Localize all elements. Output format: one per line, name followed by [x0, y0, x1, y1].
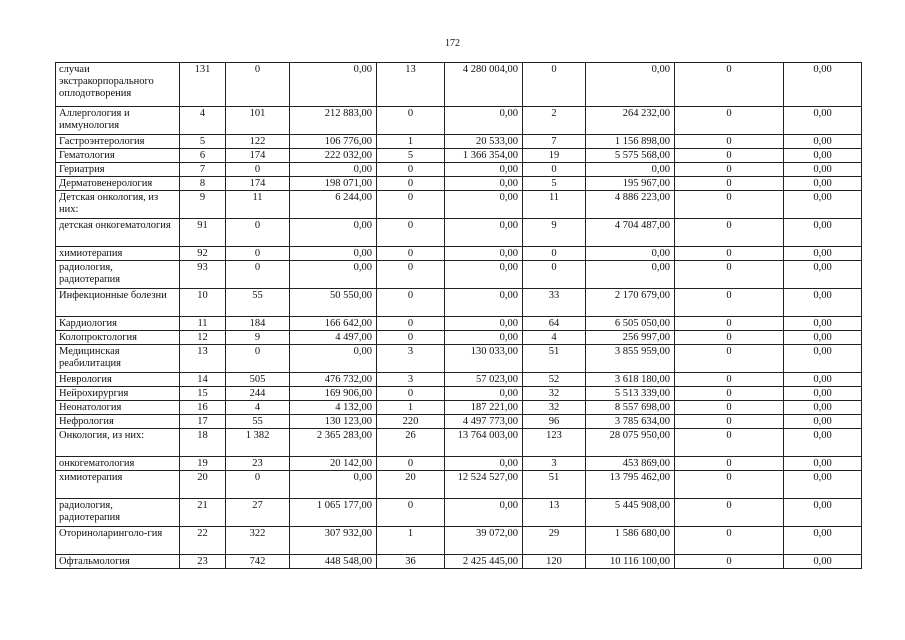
- table-cell-count-a: 23: [226, 457, 290, 471]
- table-cell-sum-c: 6 505 050,00: [586, 317, 675, 331]
- table-cell-row-code: 131: [180, 63, 226, 107]
- table-cell-sum-c: 0,00: [586, 261, 675, 289]
- table-cell-count-a: 27: [226, 499, 290, 527]
- table-cell-count-a: 322: [226, 527, 290, 555]
- table-cell-count-a: 184: [226, 317, 290, 331]
- table-cell-sum-c: 3 618 180,00: [586, 373, 675, 387]
- table-row: [56, 471, 862, 499]
- table-cell-count-c: 64: [523, 317, 586, 331]
- table-row: [56, 149, 862, 163]
- table-cell-count-d: 0: [675, 387, 784, 401]
- table-cell-count-b: 36: [377, 555, 445, 569]
- table-cell-sum-d: 0,00: [784, 457, 862, 471]
- table-cell-count-c: 2: [523, 107, 586, 135]
- table-cell-row-code: 91: [180, 219, 226, 247]
- table-cell-sum-d: 0,00: [784, 191, 862, 219]
- table-cell-count-c: 29: [523, 527, 586, 555]
- table-cell-sum-a: 130 123,00: [290, 415, 377, 429]
- table-cell-sum-c: 5 445 908,00: [586, 499, 675, 527]
- table-cell-row-name: радиология, радиотерапия: [56, 499, 180, 527]
- table-cell-count-b: 0: [377, 247, 445, 261]
- table-cell-sum-a: 307 932,00: [290, 527, 377, 555]
- table-cell-count-b: 0: [377, 499, 445, 527]
- table-cell-sum-b: 0,00: [445, 331, 523, 345]
- table-cell-sum-a: 166 642,00: [290, 317, 377, 331]
- table-cell-count-a: 1 382: [226, 429, 290, 457]
- table-row: [56, 457, 862, 471]
- table-cell-count-a: 0: [226, 345, 290, 373]
- table-cell-sum-b: 0,00: [445, 163, 523, 177]
- table-cell-row-code: 16: [180, 401, 226, 415]
- table-cell-count-c: 5: [523, 177, 586, 191]
- table-cell-count-a: 0: [226, 219, 290, 247]
- table-cell-row-name: Дерматовенерология: [56, 177, 180, 191]
- table-cell-sum-c: 0,00: [586, 163, 675, 177]
- table-cell-sum-c: 28 075 950,00: [586, 429, 675, 457]
- table-cell-sum-a: 0,00: [290, 163, 377, 177]
- table-cell-sum-b: 130 033,00: [445, 345, 523, 373]
- table-cell-count-a: 9: [226, 331, 290, 345]
- table-cell-sum-a: 0,00: [290, 345, 377, 373]
- table-cell-count-b: 0: [377, 457, 445, 471]
- table-cell-sum-c: 1 156 898,00: [586, 135, 675, 149]
- table-cell-row-code: 22: [180, 527, 226, 555]
- table-cell-count-b: 0: [377, 107, 445, 135]
- table-cell-sum-b: 4 280 004,00: [445, 63, 523, 107]
- table-cell-sum-b: 0,00: [445, 107, 523, 135]
- table-cell-count-d: 0: [675, 373, 784, 387]
- table-cell-count-c: 51: [523, 471, 586, 499]
- table-cell-sum-d: 0,00: [784, 289, 862, 317]
- table-cell-count-b: 0: [377, 191, 445, 219]
- table-cell-sum-a: 4 132,00: [290, 401, 377, 415]
- table-cell-sum-d: 0,00: [784, 247, 862, 261]
- table-cell-count-a: 174: [226, 149, 290, 163]
- table-cell-sum-b: 0,00: [445, 219, 523, 247]
- table-cell-sum-b: 0,00: [445, 261, 523, 289]
- table-cell-count-b: 220: [377, 415, 445, 429]
- table-cell-row-name: детская онкогематология: [56, 219, 180, 247]
- table-cell-count-b: 0: [377, 163, 445, 177]
- table-cell-count-c: 120: [523, 555, 586, 569]
- table-cell-sum-b: 0,00: [445, 457, 523, 471]
- table-cell-sum-a: 0,00: [290, 261, 377, 289]
- table-cell-sum-a: 4 497,00: [290, 331, 377, 345]
- table-cell-row-code: 5: [180, 135, 226, 149]
- table-row: [56, 331, 862, 345]
- table-cell-count-b: 0: [377, 261, 445, 289]
- table-cell-row-code: 14: [180, 373, 226, 387]
- table-cell-sum-d: 0,00: [784, 555, 862, 569]
- table-cell-sum-a: 2 365 283,00: [290, 429, 377, 457]
- table-cell-count-d: 0: [675, 457, 784, 471]
- table-cell-sum-d: 0,00: [784, 373, 862, 387]
- table-cell-count-b: 0: [377, 331, 445, 345]
- table-row: [56, 289, 862, 317]
- table-cell-row-name: Кардиология: [56, 317, 180, 331]
- table-cell-row-code: 92: [180, 247, 226, 261]
- table-cell-row-name: Оториноларинголо-гия: [56, 527, 180, 555]
- table-cell-sum-d: 0,00: [784, 527, 862, 555]
- table-row: [56, 429, 862, 457]
- table-cell-sum-b: 39 072,00: [445, 527, 523, 555]
- table-cell-count-b: 1: [377, 401, 445, 415]
- table-cell-sum-a: 1 065 177,00: [290, 499, 377, 527]
- table-row: [56, 177, 862, 191]
- table-cell-sum-a: 0,00: [290, 63, 377, 107]
- table-cell-sum-c: 256 997,00: [586, 331, 675, 345]
- table-row: [56, 527, 862, 555]
- table-cell-count-b: 26: [377, 429, 445, 457]
- table-cell-count-c: 123: [523, 429, 586, 457]
- table-cell-sum-a: 448 548,00: [290, 555, 377, 569]
- table-cell-count-d: 0: [675, 135, 784, 149]
- table-cell-count-d: 0: [675, 219, 784, 247]
- table-cell-sum-b: 0,00: [445, 387, 523, 401]
- table-cell-sum-b: 0,00: [445, 191, 523, 219]
- data-table: [55, 62, 862, 569]
- table-cell-sum-d: 0,00: [784, 429, 862, 457]
- table-cell-sum-b: 12 524 527,00: [445, 471, 523, 499]
- table-cell-count-d: 0: [675, 191, 784, 219]
- table-cell-sum-d: 0,00: [784, 401, 862, 415]
- table-row: [56, 317, 862, 331]
- table-cell-count-b: 5: [377, 149, 445, 163]
- table-cell-count-d: 0: [675, 471, 784, 499]
- table-cell-count-d: 0: [675, 345, 784, 373]
- table-cell-count-b: 0: [377, 317, 445, 331]
- table-cell-sum-c: 453 869,00: [586, 457, 675, 471]
- table-cell-count-c: 32: [523, 387, 586, 401]
- table-cell-count-d: 0: [675, 107, 784, 135]
- table-cell-row-code: 6: [180, 149, 226, 163]
- table-cell-count-a: 0: [226, 247, 290, 261]
- table-cell-count-a: 101: [226, 107, 290, 135]
- table-cell-count-d: 0: [675, 149, 784, 163]
- table-cell-row-name: Неврология: [56, 373, 180, 387]
- table-cell-count-a: 4: [226, 401, 290, 415]
- table-cell-row-code: 10: [180, 289, 226, 317]
- table-row: [56, 191, 862, 219]
- table-cell-count-a: 55: [226, 415, 290, 429]
- page-number: 172: [445, 38, 460, 49]
- table-cell-sum-a: 106 776,00: [290, 135, 377, 149]
- table-cell-sum-a: 0,00: [290, 471, 377, 499]
- table-cell-sum-d: 0,00: [784, 177, 862, 191]
- table-cell-count-b: 0: [377, 387, 445, 401]
- table-cell-count-d: 0: [675, 289, 784, 317]
- table-cell-row-name: Медицинская реабилитация: [56, 345, 180, 373]
- table-cell-sum-d: 0,00: [784, 163, 862, 177]
- table-cell-sum-c: 10 116 100,00: [586, 555, 675, 569]
- table-cell-row-code: 19: [180, 457, 226, 471]
- table-cell-count-d: 0: [675, 527, 784, 555]
- table-cell-sum-d: 0,00: [784, 345, 862, 373]
- table-cell-row-name: Онкология, из них:: [56, 429, 180, 457]
- table-row: [56, 135, 862, 149]
- table-row: [56, 415, 862, 429]
- table-row: [56, 247, 862, 261]
- table-cell-sum-b: 57 023,00: [445, 373, 523, 387]
- table-cell-row-code: 11: [180, 317, 226, 331]
- table-cell-row-code: 15: [180, 387, 226, 401]
- table-row: [56, 107, 862, 135]
- table-cell-row-code: 12: [180, 331, 226, 345]
- table-cell-sum-a: 0,00: [290, 219, 377, 247]
- table-cell-sum-c: 195 967,00: [586, 177, 675, 191]
- table-cell-sum-a: 169 906,00: [290, 387, 377, 401]
- table-cell-sum-d: 0,00: [784, 331, 862, 345]
- table-cell-sum-c: 8 557 698,00: [586, 401, 675, 415]
- table-cell-sum-b: 13 764 003,00: [445, 429, 523, 457]
- table-cell-row-code: 4: [180, 107, 226, 135]
- table-cell-sum-d: 0,00: [784, 135, 862, 149]
- table-cell-row-name: радиология, радиотерапия: [56, 261, 180, 289]
- table-cell-count-d: 0: [675, 429, 784, 457]
- table-cell-count-b: 13: [377, 63, 445, 107]
- table-cell-row-code: 17: [180, 415, 226, 429]
- table-cell-sum-c: 4 886 223,00: [586, 191, 675, 219]
- table-cell-sum-c: 3 855 959,00: [586, 345, 675, 373]
- table-cell-row-name: химиотерапия: [56, 471, 180, 499]
- table-cell-row-code: 23: [180, 555, 226, 569]
- table-cell-count-c: 13: [523, 499, 586, 527]
- table-cell-row-code: 9: [180, 191, 226, 219]
- table-cell-sum-d: 0,00: [784, 317, 862, 331]
- table-cell-sum-c: 5 575 568,00: [586, 149, 675, 163]
- table-cell-count-c: 33: [523, 289, 586, 317]
- table-cell-count-d: 0: [675, 401, 784, 415]
- table-cell-row-name: Аллергология и иммунология: [56, 107, 180, 135]
- table-cell-sum-c: 13 795 462,00: [586, 471, 675, 499]
- table-cell-sum-c: 264 232,00: [586, 107, 675, 135]
- table-row: [56, 63, 862, 107]
- table-cell-count-b: 20: [377, 471, 445, 499]
- table-cell-sum-a: 20 142,00: [290, 457, 377, 471]
- table-cell-count-d: 0: [675, 163, 784, 177]
- table-cell-sum-b: 0,00: [445, 317, 523, 331]
- table-cell-row-code: 21: [180, 499, 226, 527]
- table-row: [56, 373, 862, 387]
- table-cell-sum-b: 4 497 773,00: [445, 415, 523, 429]
- table-cell-count-b: 1: [377, 135, 445, 149]
- table-cell-count-d: 0: [675, 415, 784, 429]
- table-row: [56, 219, 862, 247]
- table-cell-sum-d: 0,00: [784, 387, 862, 401]
- table-cell-count-c: 0: [523, 163, 586, 177]
- table-cell-row-name: Неонатология: [56, 401, 180, 415]
- table-row: [56, 163, 862, 177]
- table-cell-row-name: Гематология: [56, 149, 180, 163]
- table-cell-sum-d: 0,00: [784, 471, 862, 499]
- table-cell-row-code: 20: [180, 471, 226, 499]
- table-cell-count-a: 174: [226, 177, 290, 191]
- table-cell-count-c: 7: [523, 135, 586, 149]
- table-cell-count-c: 11: [523, 191, 586, 219]
- table-cell-count-b: 0: [377, 289, 445, 317]
- table-cell-count-b: 3: [377, 345, 445, 373]
- table-row: [56, 555, 862, 569]
- table-cell-count-a: 0: [226, 471, 290, 499]
- table-cell-sum-a: 6 244,00: [290, 191, 377, 219]
- table-cell-row-name: Гериатрия: [56, 163, 180, 177]
- table-cell-row-name: Нефрология: [56, 415, 180, 429]
- table-cell-row-code: 13: [180, 345, 226, 373]
- table-cell-sum-b: 1 366 354,00: [445, 149, 523, 163]
- table-row: [56, 261, 862, 289]
- table-cell-count-c: 0: [523, 63, 586, 107]
- table-cell-sum-b: 0,00: [445, 499, 523, 527]
- table-cell-sum-c: 0,00: [586, 63, 675, 107]
- table-cell-sum-b: 187 221,00: [445, 401, 523, 415]
- table-cell-count-a: 55: [226, 289, 290, 317]
- table-cell-sum-b: 0,00: [445, 247, 523, 261]
- table-cell-row-code: 8: [180, 177, 226, 191]
- table-cell-sum-c: 4 704 487,00: [586, 219, 675, 247]
- table-cell-count-c: 0: [523, 261, 586, 289]
- table-cell-sum-c: 3 785 634,00: [586, 415, 675, 429]
- table-cell-row-name: химиотерапия: [56, 247, 180, 261]
- table-cell-sum-a: 198 071,00: [290, 177, 377, 191]
- table-cell-sum-d: 0,00: [784, 63, 862, 107]
- table-cell-sum-c: 5 513 339,00: [586, 387, 675, 401]
- table-cell-count-d: 0: [675, 317, 784, 331]
- table-cell-count-c: 96: [523, 415, 586, 429]
- table-cell-sum-b: 0,00: [445, 177, 523, 191]
- table-cell-sum-b: 20 533,00: [445, 135, 523, 149]
- table-cell-count-a: 742: [226, 555, 290, 569]
- table-cell-row-name: Колопроктология: [56, 331, 180, 345]
- table-cell-count-c: 32: [523, 401, 586, 415]
- table-cell-sum-a: 50 550,00: [290, 289, 377, 317]
- table-cell-sum-d: 0,00: [784, 219, 862, 247]
- table-row: [56, 387, 862, 401]
- table-cell-count-d: 0: [675, 499, 784, 527]
- table-cell-sum-d: 0,00: [784, 107, 862, 135]
- table-cell-sum-d: 0,00: [784, 149, 862, 163]
- table-cell-row-name: Инфекционные болезни: [56, 289, 180, 317]
- table-cell-sum-c: 0,00: [586, 247, 675, 261]
- table-cell-count-d: 0: [675, 247, 784, 261]
- table-cell-count-c: 4: [523, 331, 586, 345]
- table-cell-row-name: Гастроэнтерология: [56, 135, 180, 149]
- table-cell-row-name: случаи экстракорпорального оплодотворения: [56, 63, 180, 107]
- table-cell-sum-d: 0,00: [784, 415, 862, 429]
- table-cell-row-code: 18: [180, 429, 226, 457]
- table-cell-count-d: 0: [675, 63, 784, 107]
- table-row: [56, 499, 862, 527]
- table-cell-row-name: Детская онкология, из них:: [56, 191, 180, 219]
- table-row: [56, 401, 862, 415]
- table-cell-sum-c: 1 586 680,00: [586, 527, 675, 555]
- table-cell-sum-d: 0,00: [784, 261, 862, 289]
- table-cell-count-b: 3: [377, 373, 445, 387]
- table-cell-sum-d: 0,00: [784, 499, 862, 527]
- table-cell-count-a: 505: [226, 373, 290, 387]
- table-cell-sum-b: 2 425 445,00: [445, 555, 523, 569]
- table-cell-sum-c: 2 170 679,00: [586, 289, 675, 317]
- table-cell-count-b: 0: [377, 219, 445, 247]
- table-cell-count-a: 244: [226, 387, 290, 401]
- table-cell-count-a: 0: [226, 163, 290, 177]
- table-cell-count-a: 0: [226, 261, 290, 289]
- table-cell-count-a: 122: [226, 135, 290, 149]
- table-cell-sum-a: 222 032,00: [290, 149, 377, 163]
- table-cell-row-name: Нейрохирургия: [56, 387, 180, 401]
- table-cell-count-b: 0: [377, 177, 445, 191]
- table-cell-sum-a: 476 732,00: [290, 373, 377, 387]
- table-cell-count-b: 1: [377, 527, 445, 555]
- table-cell-sum-b: 0,00: [445, 289, 523, 317]
- table-cell-row-name: Офтальмология: [56, 555, 180, 569]
- table-cell-row-name: онкогематология: [56, 457, 180, 471]
- table-cell-count-c: 19: [523, 149, 586, 163]
- table-cell-sum-a: 0,00: [290, 247, 377, 261]
- table-cell-row-code: 93: [180, 261, 226, 289]
- table-cell-count-c: 52: [523, 373, 586, 387]
- table-cell-count-c: 0: [523, 247, 586, 261]
- table-cell-count-c: 9: [523, 219, 586, 247]
- table-cell-row-code: 7: [180, 163, 226, 177]
- table-cell-count-d: 0: [675, 555, 784, 569]
- table-row: [56, 345, 862, 373]
- table-cell-count-c: 3: [523, 457, 586, 471]
- table-cell-count-d: 0: [675, 261, 784, 289]
- table-cell-count-d: 0: [675, 331, 784, 345]
- table-cell-sum-a: 212 883,00: [290, 107, 377, 135]
- table-cell-count-a: 11: [226, 191, 290, 219]
- table-cell-count-a: 0: [226, 63, 290, 107]
- table-cell-count-d: 0: [675, 177, 784, 191]
- table-cell-count-c: 51: [523, 345, 586, 373]
